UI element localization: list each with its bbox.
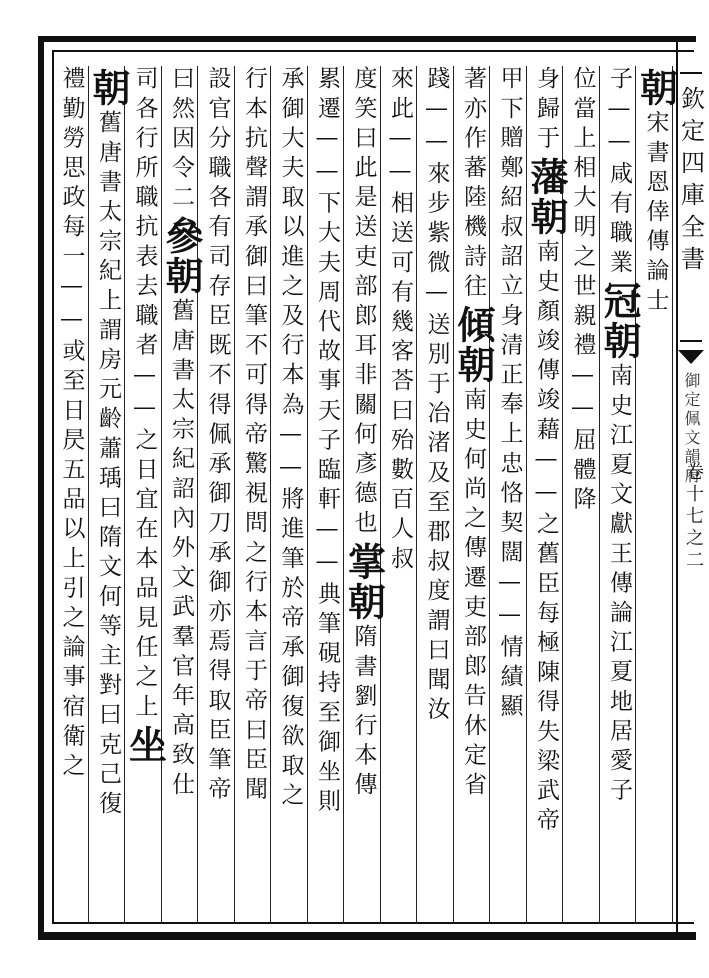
- text-frame: [52, 50, 694, 924]
- text-column: [524, 66, 569, 924]
- column-text: 曰然因令二: [168, 66, 194, 214]
- headword: 掌朝: [341, 541, 387, 622]
- column-text: 承御大夫取以進之及行本為——將進筆於帝承御復欲取之: [277, 66, 304, 812]
- column-text: 甲下: [496, 66, 523, 126]
- fishtail-ornament: [678, 350, 704, 364]
- collection-title: 欽定四庫全書: [680, 72, 702, 342]
- text-column: [202, 66, 235, 924]
- text-column: [384, 66, 417, 924]
- page-margin: [676, 42, 705, 932]
- column-text: 隋書劉行本傳: [350, 623, 377, 802]
- column-text: 著亦作蕃陸機詩往: [460, 66, 486, 303]
- column-text: 設官分職各有司存臣既不得佩承御刀承御亦焉得取臣筆帝: [204, 66, 231, 806]
- headword: 冠朝: [597, 281, 642, 362]
- text-column: [159, 66, 204, 924]
- text-column: [633, 66, 679, 924]
- column-text: 抗表去職者——之日宜在本品見任之上: [131, 214, 158, 724]
- text-column: [122, 66, 168, 924]
- column-text: 南史顏竣傳竣藉——之舊臣每極陳得失梁武帝: [533, 238, 559, 837]
- volume-label: 卷十七之二: [683, 462, 704, 572]
- column-text: 舊唐書太宗紀上謂房元齡蕭瑀曰隋文何等主對曰克己復: [95, 110, 121, 821]
- column-text: 行本抗聲謂承御曰筆不可得帝驚視問之行本言于帝曰臣聞: [241, 66, 267, 806]
- column-text: 身歸于: [533, 66, 559, 155]
- headword: 坐: [122, 725, 168, 766]
- column-text: 司各行所職: [131, 66, 158, 214]
- column-text: 度笑曰此是送吏部郎耳非關何彥德也: [350, 66, 377, 540]
- column-text: 來此——相送可有幾客荅曰殆數百人叔: [387, 66, 413, 576]
- column-text: 子——咸有職業: [606, 66, 632, 280]
- headword: 朝: [86, 68, 131, 108]
- column-text: 南史江夏文獻王傳論江夏地居愛子: [606, 363, 632, 808]
- column-text: 踐——來步紫微: [423, 66, 450, 280]
- headword: 朝: [633, 68, 679, 108]
- headword: 藩朝: [524, 156, 569, 237]
- column-text: 南史何尚之傳遷吏部郎告休定省: [460, 386, 486, 802]
- column-text: 贈鄭紹叔詔立身清正奉上忠恪契闊——情績顯: [496, 125, 523, 724]
- text-column: [421, 66, 454, 924]
- text-column: [238, 66, 271, 924]
- text-column: [567, 66, 600, 924]
- text-column: [451, 66, 496, 924]
- book-title: 御定佩文韻府: [682, 372, 701, 486]
- text-column: [311, 66, 344, 924]
- column-text: 舊唐書太宗紀詔內外文武羣官年高致仕: [168, 298, 194, 802]
- text-column: [597, 66, 642, 924]
- column-text: 位當上相大明之世親禮——屈體降: [569, 66, 596, 516]
- text-column: [494, 66, 527, 924]
- headword: 參朝: [159, 216, 204, 296]
- text-column: [86, 66, 131, 924]
- text-column: [341, 66, 387, 924]
- headword: 傾朝: [451, 304, 496, 385]
- column-text: —送別于冶渚及至郡叔度謂曰聞汝: [423, 279, 450, 727]
- text-column: [275, 66, 308, 924]
- column-text: 累遷——下大夫周代故事天子臨軒——典筆硯持至御坐則: [314, 66, 340, 818]
- book-page: [38, 36, 705, 940]
- column-text: 宋書恩倖傳論士: [642, 110, 669, 318]
- column-text: 禮勤勞思政每一——或至日昃五品以上引之論事宿衛之: [58, 66, 85, 783]
- text-column: [56, 66, 89, 924]
